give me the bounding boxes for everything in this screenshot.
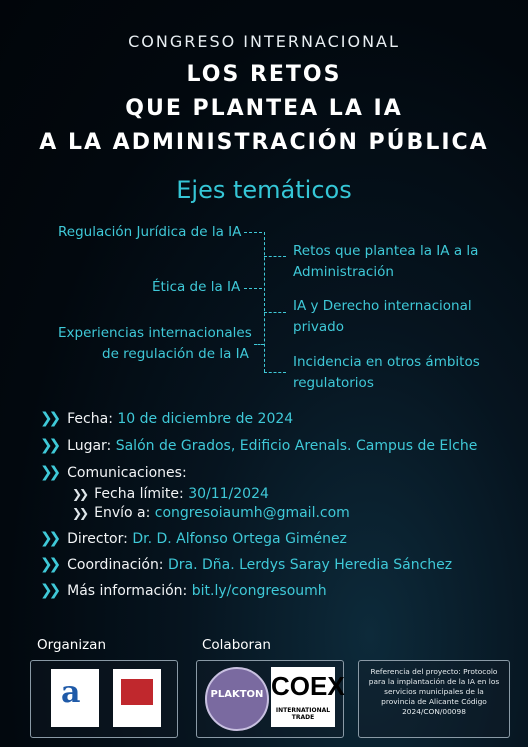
- title-line-1: LOS RETOS: [186, 62, 342, 87]
- chevron-icon: ❯❯: [40, 555, 58, 573]
- mas-info-link[interactable]: bit.ly/congresoumh: [191, 583, 327, 599]
- umh-logo-mark: [121, 679, 153, 705]
- eje-retos-2: Administración: [293, 264, 394, 280]
- connector: [244, 288, 262, 289]
- plakton-logo: [205, 667, 269, 731]
- eje-experiencias-2: de regulación de la IA: [102, 346, 249, 362]
- connector: [254, 344, 264, 345]
- fecha-limite-row: ❯❯ Fecha límite: 30/11/2024: [72, 486, 269, 502]
- reference-panel: [358, 660, 510, 738]
- title-line-3: A LA ADMINISTRACIÓN PÚBLICA: [39, 130, 489, 155]
- connector: [264, 232, 265, 372]
- collaborators-panel: [196, 660, 344, 738]
- eje-incidencia-2: regulatorios: [293, 375, 374, 391]
- eje-derecho-1: IA y Derecho internacional: [293, 298, 472, 314]
- university-logo: [51, 669, 99, 727]
- comunicaciones-row: ❯❯ Comunicaciones:: [40, 463, 187, 481]
- mas-info-row: ❯❯ Más información: bit.ly/congresoumh: [40, 581, 327, 599]
- director-row: ❯❯ Director: Dr. D. Alfonso Ortega Giménez: [40, 529, 347, 547]
- email-link[interactable]: congresoiaumh@gmail.com: [154, 505, 350, 521]
- umh-logo: [113, 669, 161, 727]
- alicante-logo-mark: a: [61, 675, 81, 710]
- reference-text: Referencia del proyecto: Protocolo para la implantación de la IA en los servicios municipales de la provincia de Alicante Código 2024/CON/00098: [368, 667, 500, 716]
- chevron-icon: ❯❯: [40, 436, 58, 454]
- chevron-icon: ❯❯: [72, 506, 87, 520]
- connector: [264, 312, 286, 313]
- congress-kicker: CONGRESO INTERNACIONAL: [128, 32, 400, 51]
- eje-derecho-2: privado: [293, 319, 344, 335]
- chevron-icon: ❯❯: [40, 529, 58, 547]
- coordinacion-row: ❯❯ Coordinación: Dra. Dña. Lerdys Saray Heredia Sánchez: [40, 555, 453, 573]
- chevron-icon: ❯❯: [40, 409, 58, 427]
- chevron-icon: ❯❯: [40, 581, 58, 599]
- chevron-icon: ❯❯: [40, 463, 58, 481]
- connector: [264, 372, 286, 373]
- eje-experiencias-1: Experiencias internacionales: [58, 325, 252, 341]
- connector: [244, 232, 262, 233]
- organizers-panel: [30, 660, 178, 738]
- chevron-icon: ❯❯: [72, 487, 87, 501]
- eje-retos-1: Retos que plantea la IA a la: [293, 243, 479, 259]
- connector: [264, 256, 286, 257]
- eje-etica: Ética de la IA: [152, 279, 241, 295]
- coex-logo: [271, 667, 345, 727]
- colaboran-label: Colaboran: [202, 637, 271, 653]
- lugar-row: ❯❯ Lugar: Salón de Grados, Edificio Arenals. Campus de Elche: [40, 436, 478, 454]
- organizan-label: Organizan: [37, 637, 107, 653]
- coex-text: COEX: [271, 671, 345, 701]
- eje-regulacion: Regulación Jurídica de la IA: [58, 224, 242, 240]
- envio-row: ❯❯ Envío a: congresoiaumh@gmail.com: [72, 505, 350, 521]
- eje-incidencia-1: Incidencia en otros ámbitos: [293, 354, 480, 370]
- ejes-heading: Ejes temáticos: [176, 176, 352, 204]
- title-line-2: QUE PLANTEA LA IA: [125, 96, 403, 121]
- fecha-row: ❯❯ Fecha: 10 de diciembre de 2024: [40, 409, 294, 427]
- plakton-text: PLAKTON: [210, 689, 264, 700]
- coex-subtext: INTERNATIONAL TRADE: [275, 707, 331, 721]
